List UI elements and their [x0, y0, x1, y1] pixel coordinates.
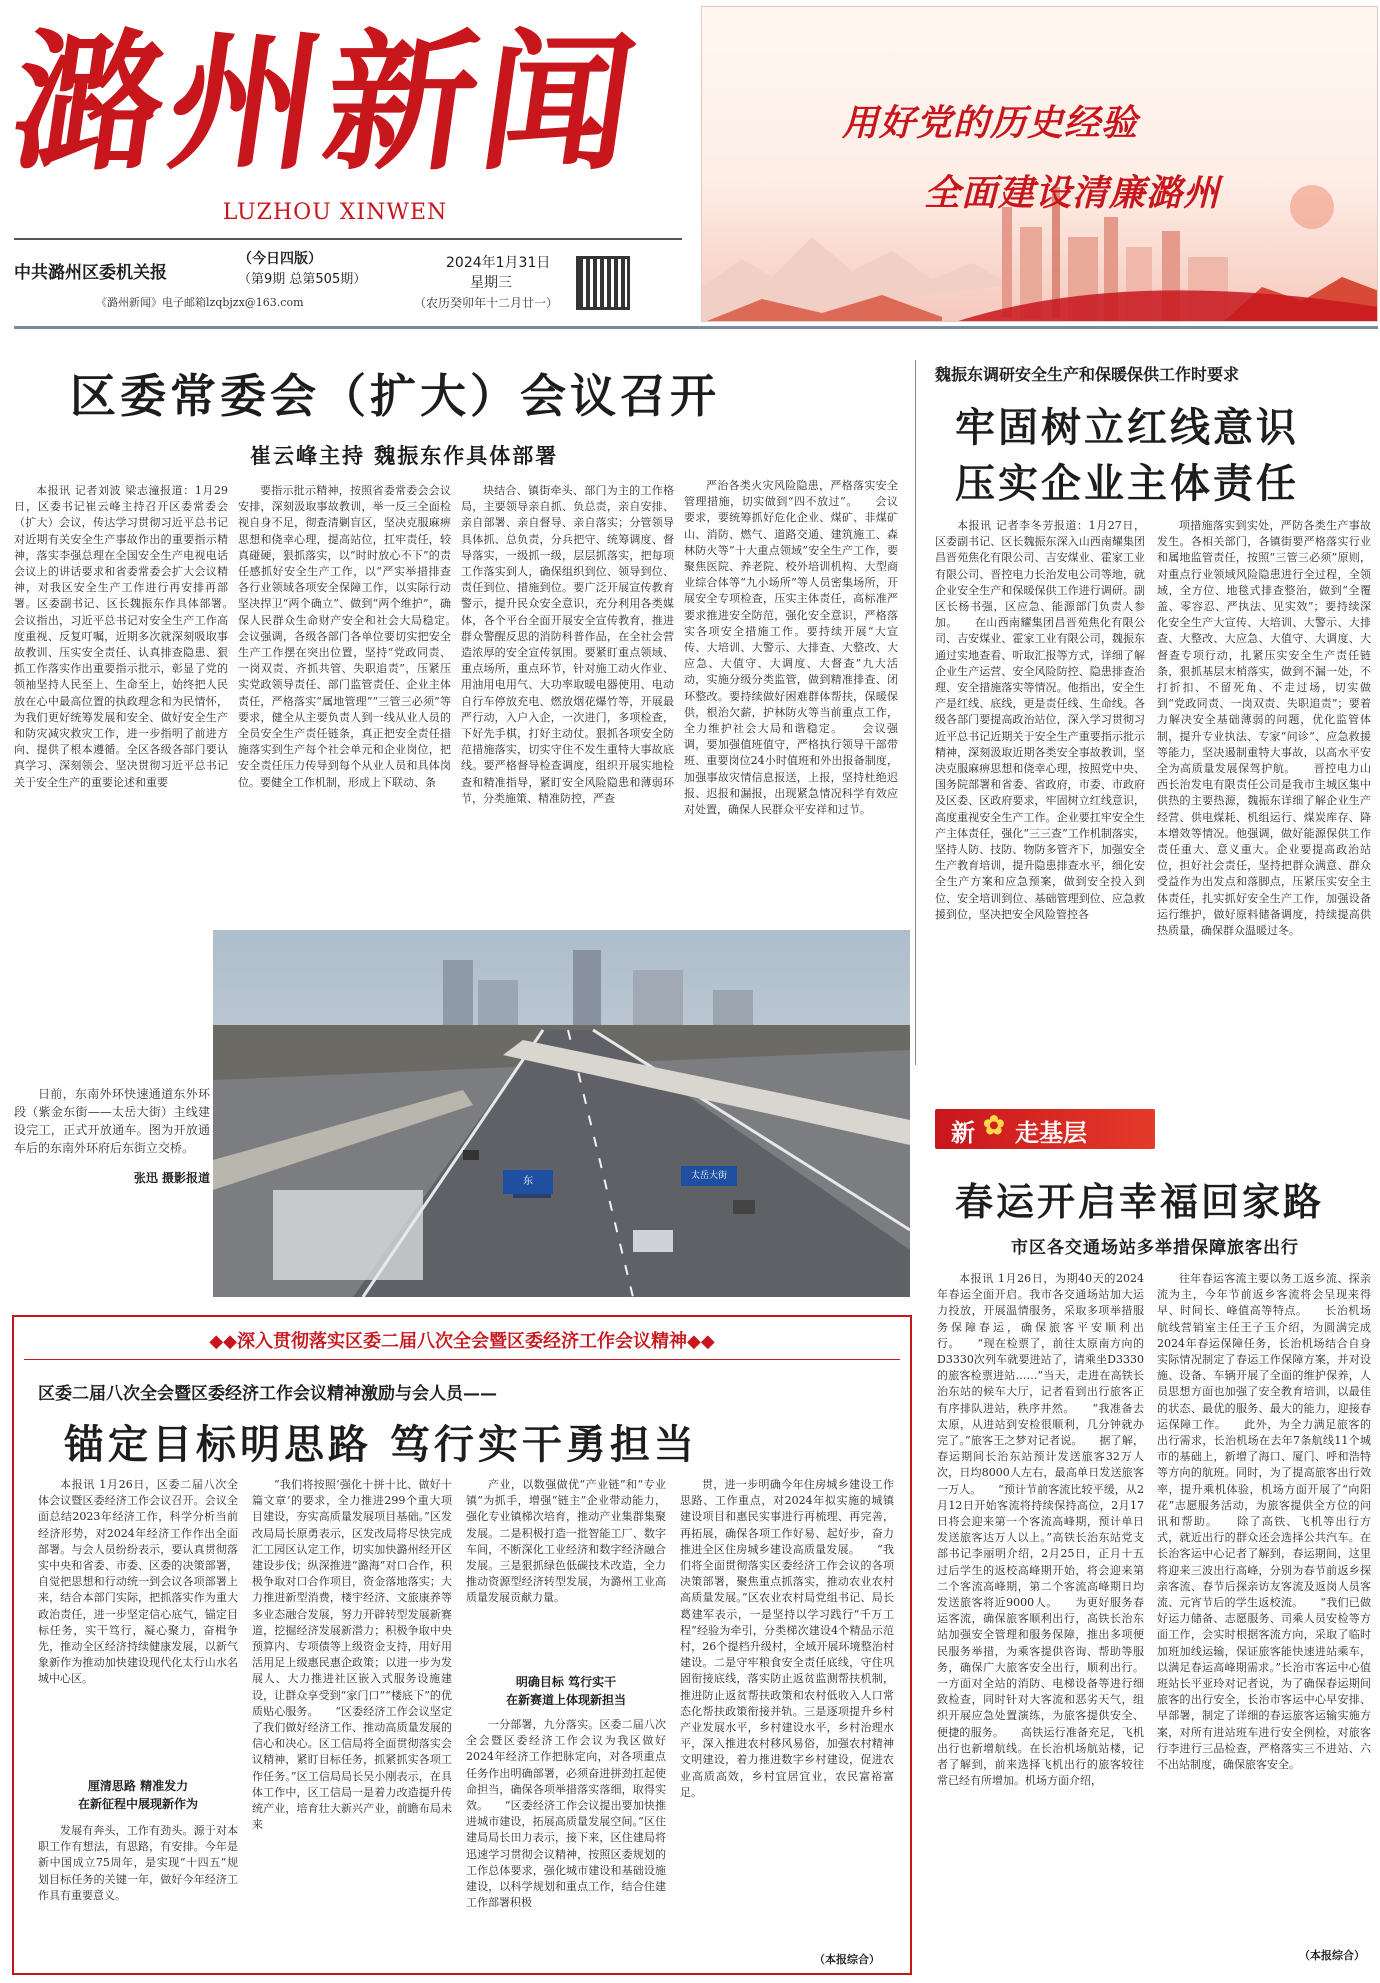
- feature-column-1a: 本报讯 1月26日，区委二届八次全体会议暨区委经济工作会议召开。会议全面总结2023年经济工作，科学分析当前经济形势，对2024年经济工作作出全面部署。与会人员纷纷表示，要认真贯彻落实中央和省委、市委、区委的决策部署，自觉把思想和行动统一到会议各项部署上来，结合本部门实际，把抓落实作为重大政治责任，进一步坚定信心底气，锚定目标任务，实干笃行，凝心聚力，奋楫争先，推动全区经济持续健康发展，以新气象新作为推动加快建设现代化太行山水名城中心区。: [38, 1478, 238, 1686]
- lead-column-4: 严治各类火灾风险隐患，严格落实安全管理措施，切实做到“四不放过”。 会议要求，要统筹抓好危化企业、煤矿、非煤矿山、消防、燃气、道路交通、建筑施工、森林防火等“十大重点领域”安全生产工作，要聚焦医院、养老院、校外培训机构、大型商业综合体等“九小场所”等人员密集场所，开展安全专项检查，压实主体责任，高标准严要求推进安全防范，强化安全意识，严格落实各项安全措施工作。要持续开展“大宣传、大培训、大警示、大排查、大整改、大应急、大值守、大调度、大督查”九大活动，实施分级分类监管，做到精准排查、闭环整改。要持续做好困难群体帮扶，保暖保供，根治欠薪，护林防火等当前重点工作，全力维护社会大局和谐稳定。 会议强调，要加强值班值守，严格执行领导干部带班、重要岗位24小时值班和外出报备制度，加强事故灾情信息报送，上报，坚持杜绝迟报、迟报和漏报，出现紧急情况科学有效应对处置，确保人民群众平安祥和过节。: [684, 479, 898, 817]
- lunar-label: （农历癸卯年十二月廿一）: [414, 296, 559, 310]
- grassroots-banner-b: 走基层: [1015, 1119, 1087, 1147]
- grassroots-column-2: 往年春运客流主要以务工返乡流、探亲流为主，今年节前返乡客流将会呈现来得早、时间长、峰值高等特点。 长治机场航线营销室主任王子玉介绍，为圆满完成2024年春运保障任务，长治机场结合自身实际情况制定了春运工作保障方案，并对设施、设备、车辆开展了全面的维护保养，人员思想方面也加强了安全教育培训，以最佳的状态、最优的服务、最大的能力，迎接春运保障工作。 此外，为全力满足旅客的出行需求，长治机场在去年7条航线11个城市的基础上，新增了海口、厦门、呼和浩特等方向的航班。同时，为了提高旅客出行效率，提升乘机体验，机场方面开展了“向阳花”志愿服务活动，为旅客提供全方位的问讯和帮助。 除了高铁、飞机等出行方式，就近出行的群众还会选择公共汽车。在长治客运中心记者了解到，春运期间，这里将迎来三波出行高峰，分别为春节前返乡探亲客流、春节后探亲访友客流及返岗人员客流、元宵节后的学生返校流。 “我们已做好运力储备、志愿服务、司乘人员安检等方面工作，会实时根据客流方向，采取了临时加班加线运输，保证旅客能快速进站乘车，以满足春运高峰期需求。”长治市客运中心值班站长平亚玲对记者说，为了确保春运期间旅客的出行安全，长治市客运中心早安排、早部署，制定了详细的春运旅客运输实施方案，对所有进站班车进行安全例检，对旅客行李进行三品检查，严格落实三不进站、六不出站制度，确保旅客安全。: [1157, 1272, 1371, 1772]
- grassroots-signoff: （本报综合）: [1299, 1949, 1365, 1962]
- feature-column-1b: 发展有奔头，工作有劲头。源于对本职工作有想法，有思路，有安排。今年是新中国成立75周年，是实现“十四五”规划目标任务的关键一年，做好今年经济工作具有重要意义。: [38, 1824, 238, 1902]
- masthead-pinyin: LUZHOU XINWEN: [222, 200, 448, 225]
- photo-caption-box: [14, 1085, 210, 1297]
- feature-banner-rule: [24, 1359, 900, 1360]
- lead-story: [0, 340, 920, 920]
- masthead-rule: [14, 238, 682, 240]
- slogan-line-2: 全面建设清廉潞州: [924, 173, 1221, 214]
- edition-label: （今日四版）: [238, 251, 322, 267]
- grassroots-headline: 春运开启幸福回家路: [955, 1180, 1325, 1224]
- lead-headline: 区委常委会（扩大）会议召开: [70, 369, 720, 423]
- road-sign-left: 东: [503, 1170, 553, 1194]
- spring-icon: ✿: [983, 1111, 1005, 1141]
- side-headline-2: 压实企业主体责任: [955, 461, 1299, 507]
- feature-banner: ◆◆深入贯彻落实区委二届八次全会暨区委经济工作会议精神◆◆: [209, 1331, 715, 1352]
- lead-column-3: 块结合、镇街牵头、部门为主的工作格局，主要领导亲自抓、负总责，亲自安排、亲自部署、亲自督导、亲自落实；分管领导具体抓、总负责，分兵把守、统筹调度、督导落实，一级抓一级，层层抓落实，把每项工作落实到人，确保组织到位、领导到位、责任到位、措施到位。要广泛开展宣传教育警示，提升民众安全意识，充分利用各类媒体，各个平台全面开展安全宣传教育，推进群众警醒反思的消防科普作品，在全社会营造浓厚的安全宣传氛围。要紧盯重点领域、重点场所，重点环节，针对施工动火作业、用油用电用气、大功率取暖电器使用、电动自行车停放充电、燃放烟花爆竹等，开展最严行动，入户入企，一次进门，多项检查，下好先手棋，打好主动仗。狠抓各项安全防范措施落实，切实守住不发生重特大事故底线。要严格督导检查调度，组织开展实地检查和精准指导，紧盯安全风险隐患和薄弱环节，分类施策、精准防控，严查: [461, 484, 674, 805]
- lead-column-2: 要指示批示精神，按照省委常委会会议安排，深刻汲取事故教训，举一反三全面检视自身不足，彻查清剿盲区，坚决克服麻痹思想和侥幸心理，提高站位，扛牢责任，较真碰硬，狠抓落实，以“时时放心不下”的责任感抓好安全生产工作，以“严实举措排查各行业领域各项安全保障工作，以实际行动坚决捍卫“两个确立”、做到“两个维护”，确保人民群众生命财产安全和社会大局稳定。 会议强调，各级各部门各单位要切实把安全生产工作摆在突出位置，坚持“党政同责、一岗双责、齐抓共管、失职追责”，压紧压实党政领导责任、部门监管责任、企业主体责任，严格落实“属地管理”“三管三必须”等要求，健全从主要负责人到一线从业人员的全员安全生产责任链条，真正把安全责任措施落实到生产每个社会单元和企业岗位，把安全责任压力传导到每个从业人员和具体岗位。要健全工作机制，形成上下联动、条: [238, 484, 451, 789]
- highway-interchange-image: [213, 930, 910, 1297]
- qr-code-icon: [576, 256, 630, 310]
- side-headline-1: 牢固树立红线意识: [955, 405, 1299, 451]
- feature-headline: 锚定目标明思路 笃行实干勇担当: [64, 1422, 698, 1468]
- side-column-1: 本报讯 记者李冬芳报道：1月27日，区委副书记、区长魏振东深入山西南耀集团昌晋苑焦化有限公司、吉安煤业、霍家工业有限公司、晋控电力长治发电公司等地，就企业安全生产和保暖保供工作进行调研。副区长杨书强，区应急、能源部门负责人参加。 在山西南耀集团昌晋苑焦化有限公司、吉安煤业、霍家工业有限公司，魏振东通过实地查看、听取汇报等方式，详细了解企业生产运营、安全风险防控、隐患排查治理、安全措施落实等情况。他指出，安全生产是红线、底线，更是责任线、生命线。各级各部门要提高政治站位，深入学习贯彻习近平总书记近期关于安全生产重要指示批示精神，深刻汲取近期各类安全事故教训，坚决克服麻痹思想和侥幸心理，按照党中央、国务院部署和省委、省政府，市委、市政府及区委、区政府要求，牢固树立红线意识，高度重视安全生产工作。企业要扛牢安全生产主体责任，强化“三三查”工作机制落实，坚持人防、技防、物防多管齐下，加强安全生产教育培训，提升隐患排查水平，细化安全生产方案和应急预案，做到安全投入到位、安全培训到位、基础管理到位、应急救援到位，坚决把安全风险管控各: [935, 519, 1145, 921]
- date-label: 2024年1月31日: [446, 255, 551, 271]
- side-column-2: 项措施落实到实处，严防各类生产事故发生。各相关部门，各镇街要严格落实行业和属地监管责任，按照“三管三必须”原则，对重点行业领域风险隐患进行全过程，全领域，全方位、地毯式排查整治，做到“全覆盖、零容忍、严执法、见实效”；要持续深化安全生产大宣传、大培训、大警示、大排查、大整改、大应急、大值守、大调度、大督查专项行动，扎紧压实安全生产责任链条，狠抓基层末梢落实，做到不漏一处，不打折扣、不留死角、不走过场，切实做到“党政同责、一岗双责、失职追责”；要着力解决安全基础薄弱的问题，优化监管体制，提升专业执法、专家“问诊”、应急救援等能力，坚决遏制重特大事故，以高水平安全为高质量发展保驾护航。 晋控电力山西长治发电有限责任公司是我市主城区集中供热的主要热源，魏振东详细了解企业生产经营、供电煤耗、机组运行、煤炭库存、降本增效等情况。他强调，做好能源保供工作责任重大、意义重大。企业要提高政治站位，担好社会责任，坚持把群众满意、群众受益作为出发点和落脚点，压紧压实安全主体责任，扎实抓好安全生产工作，加强设备运行维护，做好原料储备调度，持续提高供热质量，确保群众温暖过冬。: [1157, 519, 1371, 938]
- side-kicker: 魏振东调研安全生产和保暖保供工作时要求: [935, 365, 1240, 384]
- grassroots-column-1: 本报讯 1月26日，为期40天的2024年春运全面开启。我市各交通场站加大运力投放，开展温情服务，采取多项举措服务保障春运，确保旅客平安顺利出行。 “现在检票了，前往太原南方向的D3330次列车就要进站了，请乘坐D3330的旅客检票进站……”当天，走进在高铁长治东站的候车大厅，记者看到出行旅客正有序排队进站，秩序井然。 “我准备去太原，从进站到安检很顺利，几分钟就办完了。”旅客王之梦对记者说。 据了解，春运期间长治东站预计发送旅客32万人次，日均8000人左右，最高单日发送旅客一万人。 “预计节前客流比较平缓，从2月12日开始客流将持续保持高位，2月17日将会迎来第一个客流高峰期，预计单日发送旅客达万人以上。”高铁长治东站党支部书记李丽明介绍，2月25日，正月十五过后学生的返校高峰期开始，将会迎来第二个客流高峰期，第二个客流高峰期日均发送旅客将近9000人。 为更好服务春运客流，确保旅客顺利出行，高铁长治东站加强安全管理和服务保障，推出多项便民服务举措，为乘客提供咨询、帮助等服务，确保广大旅客安全出行，顺利出行。一方面对全站的消防、电梯设备等进行细致检查，同时针对大客流和恶劣天气，组织开展应急处置演练，为旅客提供安全、便捷的服务。 高铁运行准备充足，飞机出行也新增航线。在长治机场航站楼，记者了解到，前来选择飞机出行的旅客较往常已经有所增加。机场方面介绍，: [937, 1272, 1144, 1788]
- photo-caption: 日前，东南外环快速通道东外环段（紫金东街——太岳大街）主线建设完工，正式开放通车。图为开放通车后的东南外环府后东街立交桥。: [14, 1087, 210, 1155]
- photo-credit: 张迅 摄影报道: [133, 1171, 210, 1185]
- feature-subhead-4: 在新赛道上体现新担当: [505, 1693, 626, 1707]
- masthead-title: 潞州新闻: [2, 15, 652, 191]
- feature-subhead-3: 明确目标 笃行实干: [515, 1675, 617, 1689]
- slogan-banner: [701, 6, 1378, 322]
- road-sign-right: 太岳大街: [681, 1166, 737, 1186]
- news-photo: [213, 930, 910, 1297]
- masthead: [0, 0, 1380, 330]
- weekday-label: 星期三: [470, 275, 512, 291]
- grassroots-banner-a: 新: [951, 1119, 975, 1147]
- email-label: 《潞州新闻》电子邮箱lzqbjzx@163.com: [96, 296, 304, 309]
- feature-kicker: 区委二届八次全会暨区委经济工作会议精神激励与会人员——: [38, 1384, 497, 1404]
- lead-subhead: 崔云峰主持 魏振东作具体部署: [250, 443, 559, 468]
- grassroots-story: [925, 1105, 1378, 1975]
- masthead-bottom-rule: [14, 326, 1378, 329]
- feature-subhead-1: 厘清思路 精准发力: [87, 1779, 189, 1793]
- feature-column-3b: 一分部署，九分落实。区委二届八次全会暨区委经济工作会议为我区做好2024年经济工作把脉定向，对各项重点任务作出明确部署，必须奋进拼劲扛起使命担当，确保各项举措落实落细，取得实效。 “区委经济工作会议提出要加快推进城市建设，拓展高质量发展空间。”区住建局局长田力表示，接下来，区住建局将迅速学习贯彻会议精神，按照区委规划的工作总体要求，强化城市建设和基础设施建设，以科学规划和重点工作，结合住建工作部署积极: [466, 1718, 666, 1910]
- feature-column-3: 产业，以数强做优“产业链”和“专业镇”为抓手，增强“链主”企业带动能力，强化专业镇梯次培育，推动产业集群集聚发展。二是积极打造一批智能工厂、数字车间，不断深化工业经济和数字经济融合发展。三是狠抓绿色低碳技术改造，全力推动资源型经济转型发展，为潞州工业高质量发展贡献力量。: [466, 1478, 666, 1605]
- organ-label: 中共潞州区委机关报: [14, 263, 167, 283]
- column-divider: [915, 360, 916, 1065]
- feature-signoff: （本报综合）: [814, 1953, 880, 1966]
- issue-label: （第9期 总第505期）: [238, 272, 367, 287]
- grassroots-banner: [935, 1109, 1155, 1149]
- grassroots-subhead: 市区各交通场站多举措保障旅客出行: [1011, 1238, 1299, 1258]
- feature-subhead-2: 在新征程中展现新作为: [77, 1797, 198, 1811]
- lead-column-1: 本报讯 记者刘波 梁志潼报道：1月29日，区委书记崔云峰主持召开区委常委会（扩大）会议，传达学习贯彻习近平总书记对近期有关安全生产事故作出的重要指示精神，落实李强总理在全国安全生产电视电话会议上的讲话要求和省委常委会扩大会议精神，对我区安全生产工作进行再安排再部署。区委副书记、区长魏振东作具体部署。 会议指出，习近平总书记对安全生产工作高度重视、反复叮嘱，近期多次就深刻吸取事故教训、压实安全责任、认真排查隐患、狠抓工作落实作出重要指示批示，彰显了党的领袖坚持人民至上、生命至上，始终把人民放在心中最高位置的执政理念和为民情怀，为我们更好统筹发展和安全、做好安全生产和防灾减灾救灾工作，进一步指明了前进方向、提供了根本遵循。全区各级各部门要认真学习、深刻领会、坚决贯彻习近平总书记关于安全生产的重要论述和重要: [14, 484, 228, 789]
- slogan-line-1: 用好党的历史经验: [842, 103, 1139, 144]
- side-story: [925, 340, 1378, 1040]
- feature-story: [12, 1315, 912, 1975]
- feature-column-2: “我们将按照‘强化十拼十比、做好十篇文章’的要求，全力推进299个重大项目建设，夯实高质量发展项目基础。”区发改局局长原勇表示，区发改局将尽快完成汇工园区认定工作，切实加快潞州经开区建设步伐；纵深推进“潞海”对口合作，积极争取对口合作项目，资金落地落实；大力推进新型消费，楼宇经济、文旅康养等多业态融合发展，努力开辟转型发展新赛道，挖掘经济发展新潜力；积极争取中央预算内、专项债等上级资金支持，用好用活用足上级惠民惠企政策；以进一步为发展人、大力推进社区嵌入式服务设施建设，让群众享受到“家门口”“楼底下”的优质贴心服务。 “区委经济工作会议坚定了我们做好经济工作、推动高质量发展的信心和决心。区工信局将全面贯彻落实会议精神，紧盯目标任务，抓紧抓实各项工作任务。”区工信局局长吴小刚表示，在具体工作中，区工信局一是着力改造提升传统产业，培育壮大新兴产业，前瞻布局未来: [252, 1478, 452, 1832]
- feature-column-4: 贯，进一步明确今年住房城乡建设工作思路、工作重点，对2024年拟实施的城镇建设项目和惠民实事进行再梳理、再完善，再拓展，确保各项工作好易、起好步，奋力推进全区住房城乡建设高质量发展。 “我们将全面贯彻落实区委经济工作会议的各项决策部署，聚焦重点抓落实，推动农业农村高质量发展。”区农业农村局党组书记、局长葛建军表示，一是坚持以学习践行“千万工程”经验为牵引，分类梯次建设4个精品示范村，26个提档升级村，全域开展环境整治村建设。二是守牢粮食安全责任底线，守住巩固衔接底线，落实防止返贫监测帮扶机制，推进防止返贫帮扶政策和农村低收入人口常态化帮扶政策衔接并轨。三是逐项提升乡村产业发展水平，乡村建设水平，乡村治理水平，深入推进农村移风易俗，加强农村精神文明建设，着力推进数字乡村建设，促进农业高质高效，乡村宜居宜业，农民富裕富足。: [680, 1478, 894, 1799]
